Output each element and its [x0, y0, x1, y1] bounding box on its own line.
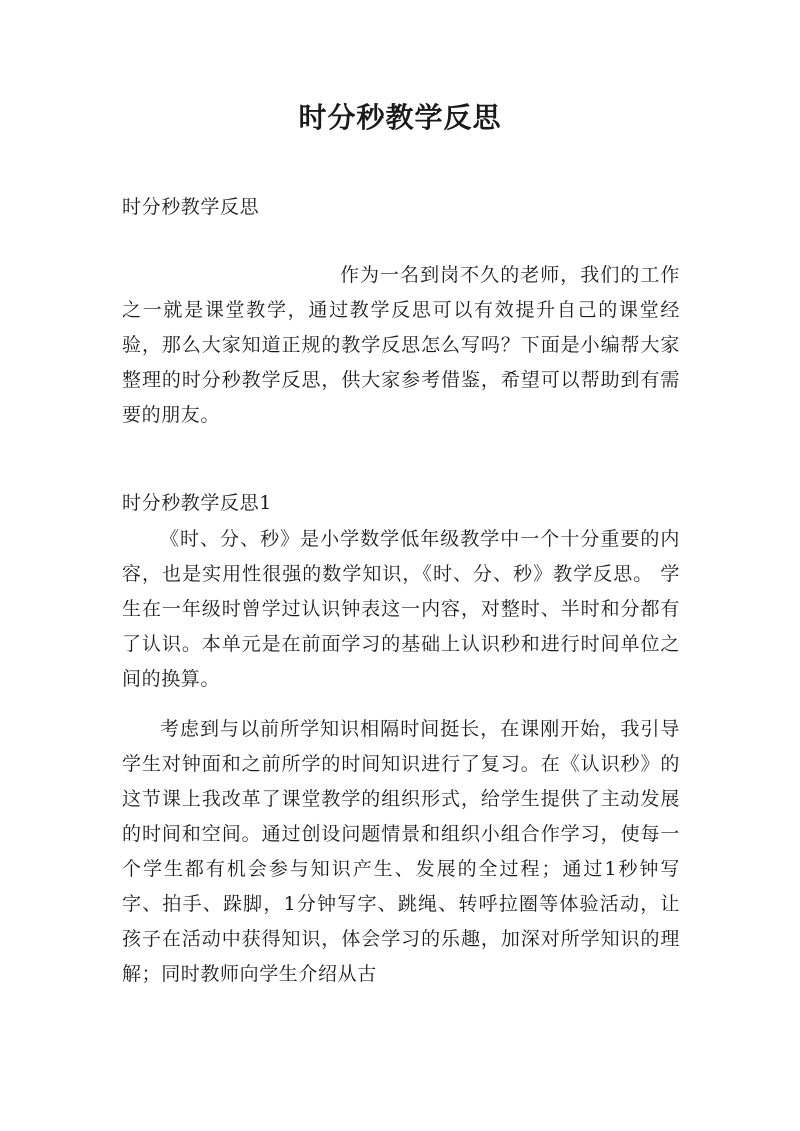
intro-paragraph: 作为一名到岗不久的老师，我们的工作之一就是课堂教学，通过教学反思可以有效提升自己的课堂经验，那么大家知道正规的教学反思怎么写吗？下面是小编帮大家整理的时分秒教学反思，供大家参考借鉴，希望可以帮助到有需要的朋友。 — [122, 264, 680, 426]
section-heading: 时分秒教学反思1 — [122, 492, 272, 514]
document-title: 时分秒教学反思 — [298, 101, 502, 134]
body-paragraph-2: 考虑到与以前所学知识相隔时间挺长，在课刚开始，我引导学生对钟面和之前所学的时间知识进行了复习。在《认识秒》的这节课上我改革了课堂教学的组织形式，给学生提供了主动发展的时间和空间。通过创设问题情景和组织小组合作学习，使每一个学生都有机会参与知识产生、发展的全过程；通过1秒钟写字、拍手、跺脚，1分钟写字、跳绳、转呼拉圈等体验活动，让孩子在活动中获得知识，体会学习的乐趣，加深对所学知识的理解；同时教师向学生介绍从古 — [122, 718, 680, 985]
body-paragraph-1: 《时、分、秒》是小学数学低年级教学中一个十分重要的内容，也是实用性很强的数学知识，《时、分、秒》教学反思。 学生在一年级时曾学过认识钟表这一内容，对整时、半时和分都有了认识。本单元是在前面学习的基础上认识秒和进行时间单位之间的换算。 — [122, 528, 680, 690]
document-subtitle: 时分秒教学反思 — [122, 196, 260, 218]
